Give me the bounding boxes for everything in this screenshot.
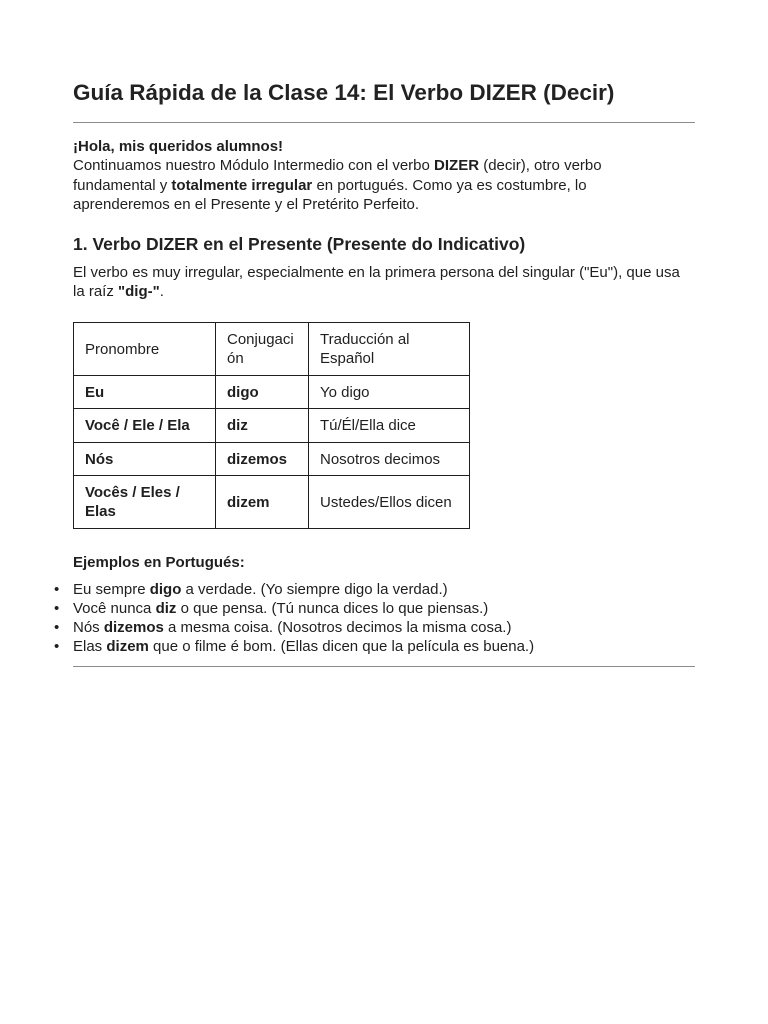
bottom-divider	[73, 666, 695, 667]
list-item: • Nós dizemos a mesma coisa. (Nosotros decimos la misma cosa.)	[54, 619, 512, 636]
conjugation-cell: dizemos	[216, 443, 309, 476]
bullet-icon: •	[54, 600, 60, 617]
pronoun-cell: Você / Ele / Ela	[74, 409, 216, 443]
page-title: Guía Rápida de la Clase 14: El Verbo DIZER (Decir)	[73, 80, 615, 105]
examples-list	[54, 580, 695, 656]
list-item: • Você nunca diz o que pensa. (Tú nunca dices lo que piensas.)	[54, 600, 489, 617]
intro-paragraph: Continuamos nuestro Módulo Intermedio con el verbo DIZER (decir), otro verbo fundamental y totalmente irregular en portugués. Como ya es costumbre, lo aprenderemos en el Presente y el Pretérito Perfeito.	[73, 157, 602, 213]
intro-greeting: ¡Hola, mis queridos alumnos!	[73, 138, 284, 155]
translation-cell: Yo digo	[309, 376, 470, 409]
list-item: • Eu sempre digo a verdade. (Yo siempre digo la verdad.)	[54, 581, 448, 598]
translation-cell: Tú/Él/Ella dice	[309, 409, 470, 443]
conjugation-cell: dizem	[216, 476, 309, 529]
intro-verb: DIZER	[434, 157, 480, 175]
bullet-icon: •	[54, 581, 60, 598]
title-divider	[73, 122, 695, 123]
examples-title: Ejemplos en Portugués:	[73, 554, 245, 571]
table-row	[74, 376, 470, 409]
conjugation-cell: diz	[216, 409, 309, 443]
table-header-cell: Traducción al Español	[309, 323, 470, 376]
pronoun-cell: Vocês / Eles / Elas	[74, 476, 216, 529]
table-row	[74, 443, 470, 476]
root-highlight: "dig-"	[118, 283, 160, 301]
pronoun-cell: Eu	[74, 376, 216, 409]
intro-irregular: totalmente irregular	[171, 176, 313, 194]
conjugation-table	[73, 322, 470, 529]
table-row	[74, 476, 470, 529]
translation-cell: Ustedes/Ellos dicen	[309, 476, 470, 529]
section-1-description: El verbo es muy irregular, especialmente en la primera persona del singular ("Eu"), que usa la raíz "dig-".	[73, 264, 680, 301]
conjugation-cell: digo	[216, 376, 309, 409]
section-1-heading: 1. Verbo DIZER en el Presente (Presente do Indicativo)	[73, 234, 526, 254]
table-row	[74, 409, 470, 443]
table-header-cell: Pronombre	[74, 323, 216, 376]
intro-section	[73, 137, 633, 214]
table-header-row	[74, 323, 470, 376]
translation-cell: Nosotros decimos	[309, 443, 470, 476]
bullet-icon: •	[54, 619, 60, 636]
pronoun-cell: Nós	[74, 443, 216, 476]
table-header-cell: Conjugaci ón	[216, 323, 309, 376]
bullet-icon: •	[54, 638, 60, 655]
list-item: • Elas dizem que o filme é bom. (Ellas dicen que la película es buena.)	[54, 638, 535, 655]
